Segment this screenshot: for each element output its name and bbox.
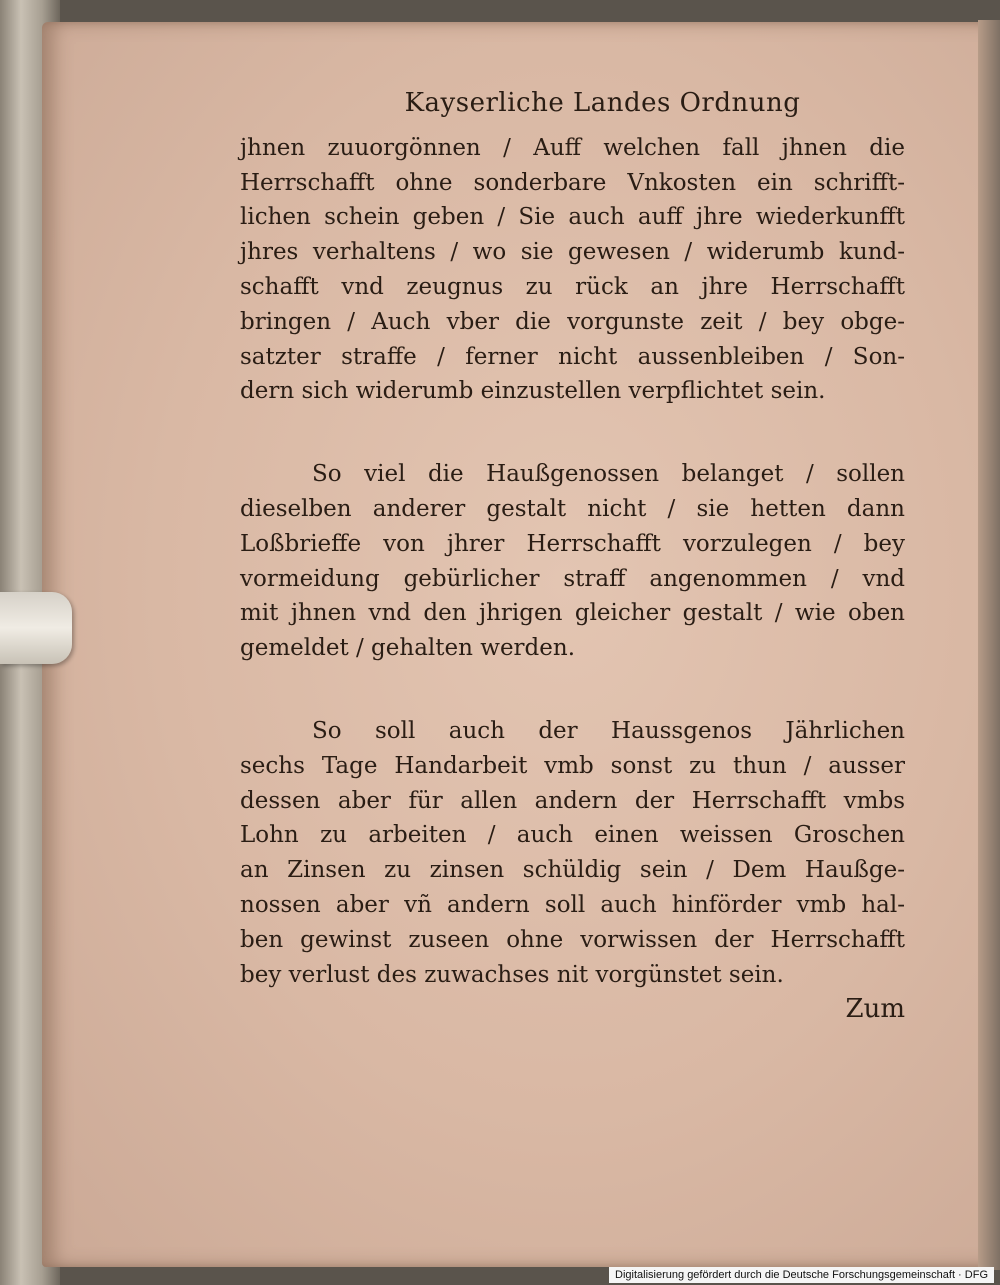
text-line: jhnen zuuorgönnen / Auff welchen fall jhnen die (240, 134, 905, 161)
text-line: Herrschafft ohne sonderbare Vnkosten ein schrifft- (240, 169, 905, 196)
text-line: an Zinsen zu zinsen schüldig sein / Dem Haußge- (240, 857, 905, 884)
text-line: dessen aber für allen andern der Herrschafft vmbs (240, 787, 905, 814)
text-line: gemeldet / gehalten werden. (240, 635, 576, 662)
paragraph-3 (240, 714, 905, 992)
text-line: lichen schein geben / Sie auch auff jhre wiederkunfft (240, 204, 905, 231)
text-line: jhres verhaltens / wo sie gewesen / widerumb kund- (240, 239, 905, 266)
dfg-footer: Digitalisierung gefördert durch die Deutsche Forschungsgemeinschaft · DFG (609, 1267, 994, 1283)
page-text (240, 80, 905, 1027)
paragraph-1 (240, 131, 905, 409)
text-line: Loßbrieffe von jhrer Herrschafft vorzulegen / bey (240, 530, 905, 557)
running-head: Kayserliche Landes Ordnung (404, 88, 801, 118)
text-line: Lohn zu arbeiten / auch einen weissen Groschen (240, 822, 905, 849)
text-line: So viel die Haußgenossen belanget / sollen (312, 461, 905, 488)
paragraph-2 (240, 457, 905, 666)
text-line: mit jhnen vnd den jhrigen gleicher gestalt / wie oben (240, 600, 905, 627)
catchword: Zum (845, 994, 905, 1025)
text-line: bringen / Auch vber die vorgunste zeit / bey obge- (240, 308, 905, 335)
text-line: satzter straffe / ferner nicht aussenbleiben / Son- (240, 343, 905, 370)
text-line: dieselben anderer gestalt nicht / sie hetten dann (240, 495, 905, 522)
text-line: dern sich widerumb einzustellen verpflichtet sein. (240, 378, 826, 405)
text-line: sechs Tage Handarbeit vmb sonst zu thun / ausser (240, 752, 905, 779)
text-line: nossen aber vñ andern soll auch hinförder vmb hal- (240, 891, 905, 918)
page-right-edge (978, 20, 1000, 1270)
text-line: So soll auch der Haussgenos Jährlichen (312, 717, 905, 744)
text-line: bey verlust des zuwachses nit vorgünstet sein. (240, 961, 784, 988)
text-line: ben gewinst zuseen ohne vorwissen der Herrschafft (240, 926, 905, 953)
text-line: schafft vnd zeugnus zu rück an jhre Herrschafft (240, 273, 905, 300)
text-line: vormeidung gebürlicher straff angenommen / vnd (240, 565, 905, 592)
plastic-page-clip (0, 592, 72, 664)
